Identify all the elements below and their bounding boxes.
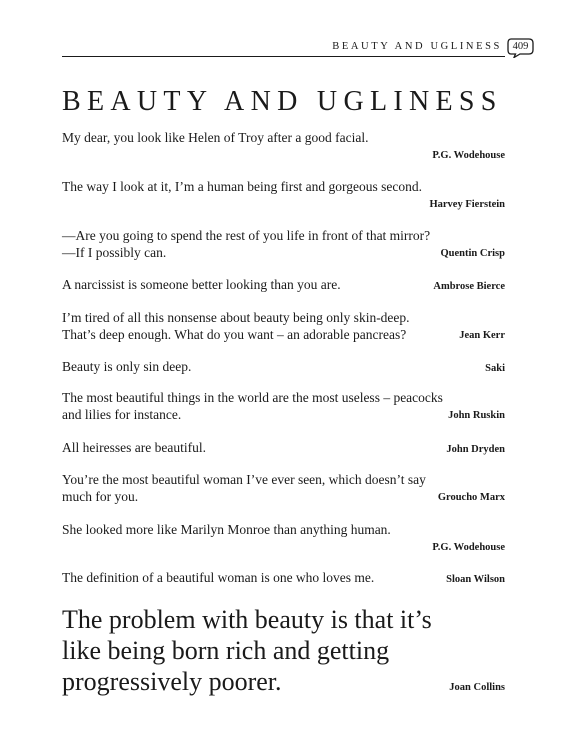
quote-text: My dear, you look like Helen of Troy after a good facial. [62,130,369,145]
running-head [62,39,505,57]
quote-text: That’s deep enough. What do you want – an adorable pancreas? [62,326,407,342]
quote-author: Jean Kerr [459,330,505,341]
quote-text: A narcissist is someone better looking than you are. [62,277,341,292]
quote-text: The most beautiful things in the world are the most useless – peacocks [62,390,443,405]
quote-block [62,390,505,423]
page-number: 409 [512,41,529,52]
running-head-title: BEAUTY AND UGLINESS [332,41,502,52]
quote-block [62,472,505,505]
quote-block [62,359,505,376]
quote-text: —Are you going to spend the rest of you life in front of that mirror? [62,228,431,243]
quote-text: much for you. [62,488,139,504]
quote-block [62,570,505,587]
quote-block [62,310,505,343]
quote-text: —If I possibly can. [62,244,167,260]
quote-author: John Ruskin [448,410,505,421]
quote-block [62,179,505,211]
quote-author: P.G. Wodehouse [432,541,505,553]
quote-author: P.G. Wodehouse [432,149,505,161]
quote-block [62,130,505,162]
quote-block [62,522,505,554]
featured-quote-text: like being born rich and getting [62,636,390,665]
quote-author: Quentin Crisp [440,248,505,259]
quote-author: John Dryden [446,443,505,455]
quote-text: I’m tired of all this nonsense about beauty being only skin-deep. [62,310,410,325]
quote-author: Sloan Wilson [446,573,505,585]
featured-quote-author: Joan Collins [449,682,505,693]
quote-text: You’re the most beautiful woman I’ve ever seen, which doesn’t say [62,472,426,487]
quote-author: Ambrose Bierce [433,280,505,292]
chapter-title: BEAUTY AND UGLINESS [62,86,503,117]
quote-text: Beauty is only sin deep. [62,359,192,374]
quote-block [62,228,505,261]
quote-author: Groucho Marx [437,492,505,503]
quote-text: The way I look at it, I’m a human being first and gorgeous second. [62,179,423,194]
quote-text: The definition of a beautiful woman is one who loves me. [62,570,375,585]
featured-quote-text: progressively poorer. [62,667,282,696]
quote-text: She looked more like Marilyn Monroe than anything human. [62,522,391,537]
featured-quote-text: The problem with beauty is that it’s [62,605,432,634]
quote-text: and lilies for instance. [62,406,182,422]
featured-quote [62,604,505,697]
quote-block [62,440,505,457]
quote-author: Harvey Fierstein [429,198,505,210]
quote-text: All heiresses are beautiful. [62,440,206,455]
quote-author: Saki [485,362,505,374]
page-number-badge [507,37,535,58]
quote-block [62,277,505,294]
